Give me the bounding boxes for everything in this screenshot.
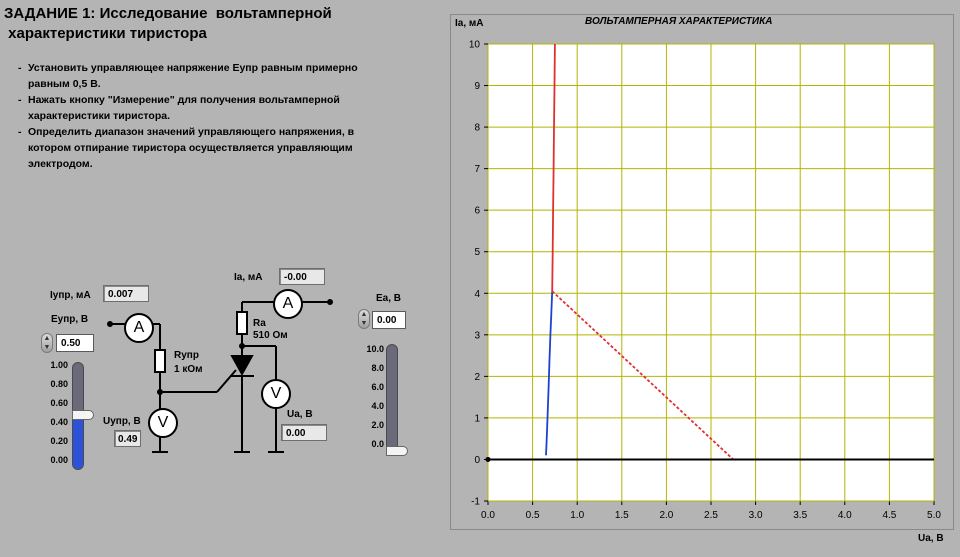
instruction-item: - Определить диапазон значений управляющего напряжения, в котором отпирание тиристора осуществляется управляющим электродом. xyxy=(16,124,368,172)
graph-x-axis-label: Ua, В xyxy=(918,533,944,544)
x-tick-label: 4.5 xyxy=(882,510,897,521)
iupr-indicator: 0.007 xyxy=(103,285,149,302)
ea-tick: 2.0 xyxy=(371,420,384,430)
ea-slider-thumb[interactable] xyxy=(386,446,408,456)
ea-input[interactable]: 0.00 xyxy=(372,311,406,329)
instruction-item: - Установить управляющее напряжение Еупр равным примерно равным 0,5 В. xyxy=(16,60,368,92)
y-tick-label: 9 xyxy=(474,81,480,93)
iupr-label: Iупр, мА xyxy=(50,290,91,301)
control-ammeter xyxy=(124,313,154,343)
ia-indicator: -0.00 xyxy=(279,268,325,285)
y-tick-label: 10 xyxy=(468,39,480,51)
eupr-slider[interactable] xyxy=(34,360,84,472)
rupr-label: Rупр xyxy=(174,350,199,361)
x-tick-label: 5.0 xyxy=(927,510,941,521)
voltmeter-symbol: V xyxy=(270,385,282,402)
ea-slider[interactable] xyxy=(350,344,406,454)
ammeter-symbol: A xyxy=(282,295,294,312)
origin-point xyxy=(486,457,491,462)
x-tick-label: 3.5 xyxy=(793,510,808,521)
eupr-slider-thumb[interactable] xyxy=(72,410,94,420)
instructions-list xyxy=(16,60,368,172)
ea-tick: 10.0 xyxy=(366,344,384,354)
x-tick-label: 3.0 xyxy=(748,510,763,521)
x-tick-label: 0.0 xyxy=(481,510,495,521)
eupr-tick: 0.80 xyxy=(50,379,68,389)
ra-value: 510 Ом xyxy=(253,330,288,341)
graph-title: ВОЛЬТАМПЕРНАЯ ХАРАКТЕРИСТИКА xyxy=(585,16,773,27)
eupr-tick: 1.00 xyxy=(50,360,68,370)
eupr-tick: 0.40 xyxy=(50,417,68,427)
ea-spinner[interactable]: ▲ ▼ xyxy=(358,309,370,329)
y-tick-label: 8 xyxy=(474,122,480,134)
rupr-value: 1 кОм xyxy=(174,364,203,375)
ea-slider-track[interactable] xyxy=(386,344,398,452)
anode-ammeter xyxy=(273,289,303,319)
anode-voltmeter xyxy=(261,379,291,409)
eupr-slider-fill xyxy=(73,416,83,469)
y-tick-label: 5 xyxy=(474,247,480,259)
x-tick-label: 2.0 xyxy=(659,510,674,521)
y-tick-label: 2 xyxy=(474,371,480,383)
eupr-tick: 0.00 xyxy=(50,455,68,465)
ea-tick: 4.0 xyxy=(371,401,384,411)
ea-tick: 8.0 xyxy=(371,363,384,373)
eupr-tick: 0.60 xyxy=(50,398,68,408)
ua-label: Ua, В xyxy=(287,409,313,420)
instruction-item: - Нажать кнопку "Измерение" для получения вольтамперной характеристики тиристора. xyxy=(16,92,368,124)
x-tick-label: 1.5 xyxy=(614,510,629,521)
ua-indicator: 0.00 xyxy=(281,424,327,441)
x-tick-label: 0.5 xyxy=(525,510,540,521)
ea-tick: 0.0 xyxy=(371,439,384,449)
x-tick-label: 2.5 xyxy=(704,510,718,521)
y-tick-label: -1 xyxy=(471,496,480,508)
eupr-spinner[interactable]: ▲ ▼ xyxy=(41,333,53,353)
eupr-label: Еупр, В xyxy=(51,314,89,325)
eupr-tick: 0.20 xyxy=(50,436,68,446)
x-tick-label: 4.0 xyxy=(837,510,852,521)
control-voltmeter xyxy=(148,408,178,438)
y-tick-label: 6 xyxy=(474,205,480,217)
ea-tick: 6.0 xyxy=(371,382,384,392)
ra-label: Ra xyxy=(253,318,266,329)
y-tick-label: 1 xyxy=(474,413,480,425)
uupr-indicator: 0.49 xyxy=(114,430,141,447)
ammeter-symbol: A xyxy=(133,319,145,336)
ea-label: Еа, В xyxy=(376,293,402,304)
task-title: ЗАДАНИЕ 1: Исследование вольтамперной характеристики тиристора xyxy=(4,5,332,42)
voltmeter-symbol: V xyxy=(157,414,169,431)
vac-chart xyxy=(450,28,950,528)
graph-y-axis-label: Ia, мА xyxy=(455,18,484,29)
eupr-input[interactable]: 0.50 xyxy=(56,334,94,352)
y-tick-label: 0 xyxy=(474,454,480,466)
y-tick-label: 4 xyxy=(474,288,480,300)
y-tick-label: 3 xyxy=(474,330,480,342)
y-tick-label: 7 xyxy=(474,164,480,176)
uupr-label: Uупр, В xyxy=(103,416,141,427)
ia-label: Ia, мА xyxy=(234,272,263,283)
x-tick-label: 1.0 xyxy=(570,510,585,521)
